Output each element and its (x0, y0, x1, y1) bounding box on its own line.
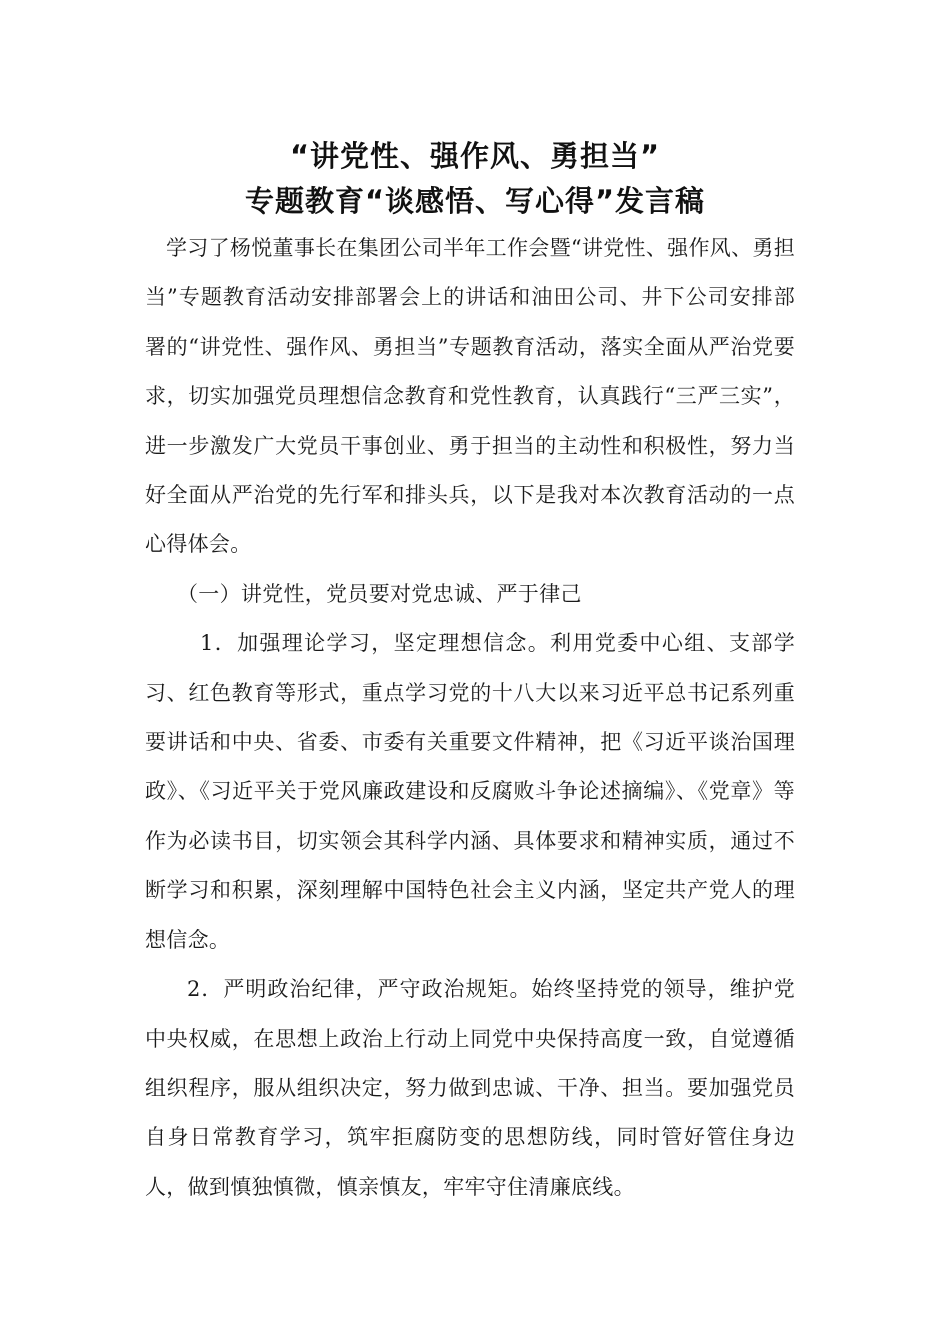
document-body (145, 224, 795, 1212)
document-title-line-1: “讲党性、强作风、勇担当” (289, 139, 661, 173)
point-2-paragraph: 2．严明政治纪律，严守政治规矩。始终坚持党的领导，维护党中央权威，在思想上政治上行动上同党中央保持高度一致，自觉遵循组织程序，服从组织决定，努力做到忠诚、干净、担当。要加强党员自身日常教育学习，筑牢拒腐防变的思想防线，同时管好管住身边人，做到慎独慎微，慎亲慎友，牢牢守住清廉底线。 (145, 977, 795, 1199)
document-title-line-2: 专题教育“谈感悟、写心得”发言稿 (244, 184, 706, 218)
intro-paragraph: 学习了杨悦董事长在集团公司半年工作会暨“讲党性、强作风、勇担当”专题教育活动安排部署会上的讲话和油田公司、井下公司安排部署的“讲党性、强作风、勇担当”专题教育活动，落实全面从严治党要求，切实加强党员理想信念教育和党性教育，认真践行“三严三实”，进一步激发广大党员干事创业、勇于担当的主动性和积极性，努力当好全面从严治党的先行军和排头兵，以下是我对本次教育活动的一点心得体会。 (145, 236, 795, 557)
section-heading-1: （一）讲党性，党员要对党忠诚、严于律己 (177, 581, 582, 606)
point-1-paragraph: 1．加强理论学习，坚定理想信念。利用党委中心组、支部学习、红色教育等形式，重点学习党的十八大以来习近平总书记系列重要讲话和中央、省委、市委有关重要文件精神，把《习近平谈治国理政》、《习近平关于党风廉政建设和反腐败斗争论述摘编》、《党章》等作为必读书目，切实领会其科学内涵、具体要求和精神实质，通过不断学习和积累，深刻理解中国特色社会主义内涵，坚定共产党人的理想信念。 (145, 631, 795, 952)
